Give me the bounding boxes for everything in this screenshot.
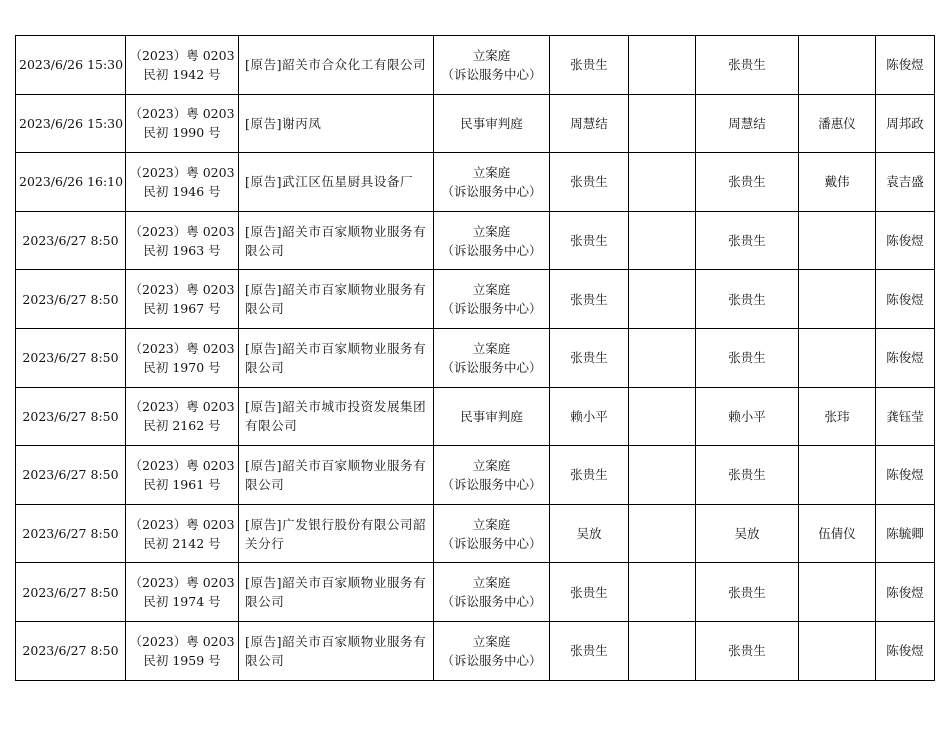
- case-number-cell: [126, 328, 239, 387]
- court-clerk-text: 陈俊煜: [886, 291, 924, 307]
- table-row: [16, 504, 935, 563]
- party-cell: [239, 153, 434, 212]
- court-clerk-text: 陈俊煜: [886, 643, 924, 659]
- presiding-judge-text: 张贵生: [728, 584, 766, 600]
- party-cell: [239, 387, 434, 446]
- court-clerk-text: 龚钰莹: [886, 408, 924, 424]
- judge-cell: [550, 328, 629, 387]
- presiding-judge-text: 张贵生: [728, 174, 766, 190]
- party-text: [原告]韶关市百家顺物业服务有限公司: [245, 457, 427, 492]
- case-number-text: 民初 1961 号: [143, 476, 221, 492]
- judge-assistant-cell: [799, 94, 876, 153]
- table-row: [16, 328, 935, 387]
- case-number-cell: [126, 94, 239, 153]
- judge-text: 吴放: [576, 526, 602, 542]
- hearing-datetime-text: 2023/6/27 8:50: [22, 643, 119, 659]
- court-clerk-cell: [876, 563, 935, 622]
- empty-cell: [629, 153, 696, 212]
- tribunal-text: 立案庭: [472, 282, 511, 298]
- judge-text: 张贵生: [570, 291, 608, 307]
- case-number-text: （2023）粤 0203: [129, 575, 235, 591]
- case-number-text: （2023）粤 0203: [129, 340, 235, 356]
- hearing-datetime-cell: [16, 328, 126, 387]
- hearing-datetime-text: 2023/6/26 15:30: [19, 115, 124, 131]
- hearing-datetime-cell: [16, 211, 126, 270]
- judge-text: 张贵生: [570, 233, 608, 249]
- tribunal-text: 立案庭: [472, 223, 511, 239]
- hearing-datetime-text: 2023/6/27 8:50: [22, 526, 119, 542]
- table-row: [16, 94, 935, 153]
- case-number-cell: [126, 153, 239, 212]
- hearing-datetime-cell: [16, 94, 126, 153]
- judge-assistant-cell: [799, 328, 876, 387]
- court-clerk-cell: [876, 94, 935, 153]
- hearing-datetime-text: 2023/6/26 16:10: [19, 174, 124, 190]
- case-number-text: 民初 1963 号: [143, 242, 221, 258]
- tribunal-text: （诉讼服务中心）: [441, 66, 542, 82]
- tribunal-text: （诉讼服务中心）: [441, 535, 542, 551]
- judge-cell: [550, 36, 629, 95]
- judge-assistant-cell: [799, 563, 876, 622]
- presiding-judge-cell: [696, 504, 799, 563]
- party-cell: [239, 270, 434, 329]
- presiding-judge-text: 赖小平: [728, 408, 766, 424]
- tribunal-text: 立案庭: [472, 457, 511, 473]
- case-number-cell: [126, 270, 239, 329]
- tribunal-cell: [434, 621, 550, 680]
- court-clerk-text: 陈俊煜: [886, 467, 924, 483]
- court-clerk-cell: [876, 446, 935, 505]
- case-number-text: （2023）粤 0203: [129, 516, 235, 532]
- hearing-datetime-cell: [16, 621, 126, 680]
- judge-text: 张贵生: [570, 584, 608, 600]
- judge-cell: [550, 153, 629, 212]
- empty-cell: [629, 387, 696, 446]
- case-number-text: （2023）粤 0203: [129, 106, 235, 122]
- tribunal-cell: [434, 563, 550, 622]
- presiding-judge-text: 周慧结: [728, 115, 766, 131]
- judge-assistant-cell: [799, 446, 876, 505]
- party-text: [原告]韶关市百家顺物业服务有限公司: [245, 223, 427, 258]
- court-clerk-cell: [876, 387, 935, 446]
- tribunal-text: （诉讼服务中心）: [441, 301, 542, 317]
- presiding-judge-cell: [696, 270, 799, 329]
- case-number-cell: [126, 446, 239, 505]
- court-clerk-text: 陈毓卿: [886, 526, 924, 542]
- case-number-cell: [126, 36, 239, 95]
- hearing-datetime-text: 2023/6/27 8:50: [22, 291, 119, 307]
- judge-assistant-cell: [799, 211, 876, 270]
- party-cell: [239, 211, 434, 270]
- presiding-judge-cell: [696, 36, 799, 95]
- judge-text: 张贵生: [570, 57, 608, 73]
- hearing-datetime-cell: [16, 270, 126, 329]
- court-clerk-cell: [876, 211, 935, 270]
- party-cell: [239, 504, 434, 563]
- hearing-datetime-cell: [16, 563, 126, 622]
- table-row: [16, 270, 935, 329]
- tribunal-text: 立案庭: [472, 516, 511, 532]
- presiding-judge-cell: [696, 211, 799, 270]
- party-cell: [239, 446, 434, 505]
- judge-assistant-cell: [799, 153, 876, 212]
- judge-cell: [550, 446, 629, 505]
- tribunal-text: 民事审判庭: [460, 115, 523, 131]
- empty-cell: [629, 94, 696, 153]
- hearing-datetime-text: 2023/6/27 8:50: [22, 350, 119, 366]
- case-number-text: （2023）粤 0203: [129, 399, 235, 415]
- case-number-text: 民初 1967 号: [143, 301, 221, 317]
- case-number-text: 民初 1942 号: [143, 66, 221, 82]
- court-clerk-text: 陈俊煜: [886, 233, 924, 249]
- case-number-cell: [126, 387, 239, 446]
- court-clerk-text: 陈俊煜: [886, 350, 924, 366]
- presiding-judge-text: 张贵生: [728, 643, 766, 659]
- hearing-datetime-text: 2023/6/27 8:50: [22, 408, 119, 424]
- case-number-text: 民初 1970 号: [143, 359, 221, 375]
- table-row: [16, 153, 935, 212]
- party-cell: [239, 94, 434, 153]
- empty-cell: [629, 211, 696, 270]
- party-text: [原告]韶关市百家顺物业服务有限公司: [245, 282, 427, 317]
- hearing-datetime-text: 2023/6/26 15:30: [19, 57, 124, 73]
- presiding-judge-text: 张贵生: [728, 467, 766, 483]
- case-number-text: 民初 1946 号: [143, 183, 221, 199]
- party-text: [原告]武江区伍星厨具设备厂: [245, 174, 414, 190]
- party-text: [原告]韶关市百家顺物业服务有限公司: [245, 575, 427, 610]
- presiding-judge-cell: [696, 446, 799, 505]
- court-clerk-text: 袁吉盛: [886, 174, 924, 190]
- empty-cell: [629, 36, 696, 95]
- case-number-text: 民初 1959 号: [143, 652, 221, 668]
- case-number-cell: [126, 504, 239, 563]
- empty-cell: [629, 446, 696, 505]
- hearing-datetime-cell: [16, 446, 126, 505]
- tribunal-text: 立案庭: [472, 633, 511, 649]
- judge-text: 周慧结: [570, 115, 608, 131]
- court-clerk-text: 陈俊煜: [886, 584, 924, 600]
- court-clerk-cell: [876, 504, 935, 563]
- case-number-text: （2023）粤 0203: [129, 164, 235, 180]
- court-clerk-cell: [876, 328, 935, 387]
- case-number-text: 民初 1974 号: [143, 594, 221, 610]
- party-text: [原告]韶关市合众化工有限公司: [245, 57, 427, 73]
- party-text: [原告]韶关市百家顺物业服务有限公司: [245, 340, 427, 375]
- tribunal-cell: [434, 387, 550, 446]
- party-cell: [239, 328, 434, 387]
- presiding-judge-text: 吴放: [734, 526, 760, 542]
- party-text: [原告]广发银行股份有限公司韶关分行: [245, 516, 427, 551]
- tribunal-cell: [434, 328, 550, 387]
- tribunal-cell: [434, 446, 550, 505]
- case-number-cell: [126, 211, 239, 270]
- empty-cell: [629, 621, 696, 680]
- case-number-text: （2023）粤 0203: [129, 47, 235, 63]
- party-cell: [239, 563, 434, 622]
- tribunal-cell: [434, 153, 550, 212]
- judge-assistant-cell: [799, 621, 876, 680]
- judge-text: 张贵生: [570, 643, 608, 659]
- table-row: [16, 387, 935, 446]
- judge-assistant-cell: [799, 36, 876, 95]
- tribunal-cell: [434, 211, 550, 270]
- party-cell: [239, 621, 434, 680]
- court-clerk-cell: [876, 621, 935, 680]
- hearing-datetime-text: 2023/6/27 8:50: [22, 467, 119, 483]
- tribunal-text: 立案庭: [472, 164, 511, 180]
- presiding-judge-cell: [696, 94, 799, 153]
- hearing-datetime-text: 2023/6/27 8:50: [22, 584, 119, 600]
- judge-assistant-text: 潘惠仪: [818, 115, 856, 131]
- case-number-text: （2023）粤 0203: [129, 633, 235, 649]
- court-clerk-text: 陈俊煜: [886, 57, 924, 73]
- case-number-cell: [126, 563, 239, 622]
- party-text: [原告]韶关市百家顺物业服务有限公司: [245, 633, 427, 668]
- table-row: [16, 563, 935, 622]
- empty-cell: [629, 504, 696, 563]
- tribunal-text: （诉讼服务中心）: [441, 476, 542, 492]
- hearing-datetime-cell: [16, 504, 126, 563]
- judge-assistant-cell: [799, 387, 876, 446]
- judge-cell: [550, 387, 629, 446]
- tribunal-text: （诉讼服务中心）: [441, 594, 542, 610]
- case-number-text: （2023）粤 0203: [129, 282, 235, 298]
- party-text: [原告]谢丙凤: [245, 115, 322, 131]
- hearing-datetime-cell: [16, 36, 126, 95]
- table-row: [16, 621, 935, 680]
- empty-cell: [629, 270, 696, 329]
- case-number-text: 民初 2162 号: [143, 418, 221, 434]
- presiding-judge-cell: [696, 387, 799, 446]
- hearing-datetime-text: 2023/6/27 8:50: [22, 233, 119, 249]
- judge-cell: [550, 211, 629, 270]
- judge-text: 张贵生: [570, 350, 608, 366]
- party-cell: [239, 36, 434, 95]
- hearing-datetime-cell: [16, 153, 126, 212]
- judge-assistant-text: 戴伟: [824, 174, 850, 190]
- judge-text: 张贵生: [570, 174, 608, 190]
- tribunal-text: 立案庭: [472, 575, 511, 591]
- case-number-cell: [126, 621, 239, 680]
- judge-assistant-cell: [799, 270, 876, 329]
- judge-cell: [550, 563, 629, 622]
- tribunal-text: 民事审判庭: [460, 408, 523, 424]
- hearing-schedule-table: [15, 35, 935, 681]
- tribunal-text: （诉讼服务中心）: [441, 652, 542, 668]
- presiding-judge-text: 张贵生: [728, 233, 766, 249]
- hearing-schedule-page: [15, 35, 934, 681]
- court-clerk-cell: [876, 36, 935, 95]
- case-number-text: （2023）粤 0203: [129, 457, 235, 473]
- presiding-judge-cell: [696, 328, 799, 387]
- judge-cell: [550, 94, 629, 153]
- table-row: [16, 36, 935, 95]
- judge-assistant-text: 伍倩仪: [818, 526, 856, 542]
- case-number-text: （2023）粤 0203: [129, 223, 235, 239]
- court-clerk-cell: [876, 270, 935, 329]
- tribunal-cell: [434, 94, 550, 153]
- judge-cell: [550, 621, 629, 680]
- tribunal-text: （诉讼服务中心）: [441, 359, 542, 375]
- case-number-text: 民初 2142 号: [143, 535, 221, 551]
- presiding-judge-cell: [696, 563, 799, 622]
- case-number-text: 民初 1990 号: [143, 125, 221, 141]
- presiding-judge-text: 张贵生: [728, 350, 766, 366]
- empty-cell: [629, 328, 696, 387]
- presiding-judge-cell: [696, 153, 799, 212]
- table-body: [16, 36, 935, 681]
- judge-assistant-text: 张玮: [824, 408, 850, 424]
- judge-text: 赖小平: [570, 408, 608, 424]
- presiding-judge-text: 张贵生: [728, 291, 766, 307]
- tribunal-cell: [434, 270, 550, 329]
- table-row: [16, 446, 935, 505]
- court-clerk-text: 周邦政: [886, 115, 924, 131]
- presiding-judge-cell: [696, 621, 799, 680]
- tribunal-text: （诉讼服务中心）: [441, 183, 542, 199]
- judge-text: 张贵生: [570, 467, 608, 483]
- tribunal-text: 立案庭: [472, 47, 511, 63]
- tribunal-cell: [434, 504, 550, 563]
- empty-cell: [629, 563, 696, 622]
- table-row: [16, 211, 935, 270]
- court-clerk-cell: [876, 153, 935, 212]
- tribunal-cell: [434, 36, 550, 95]
- tribunal-text: 立案庭: [472, 340, 511, 356]
- tribunal-text: （诉讼服务中心）: [441, 242, 542, 258]
- party-text: [原告]韶关市城市投资发展集团有限公司: [245, 399, 427, 434]
- judge-cell: [550, 270, 629, 329]
- judge-cell: [550, 504, 629, 563]
- hearing-datetime-cell: [16, 387, 126, 446]
- presiding-judge-text: 张贵生: [728, 57, 766, 73]
- judge-assistant-cell: [799, 504, 876, 563]
